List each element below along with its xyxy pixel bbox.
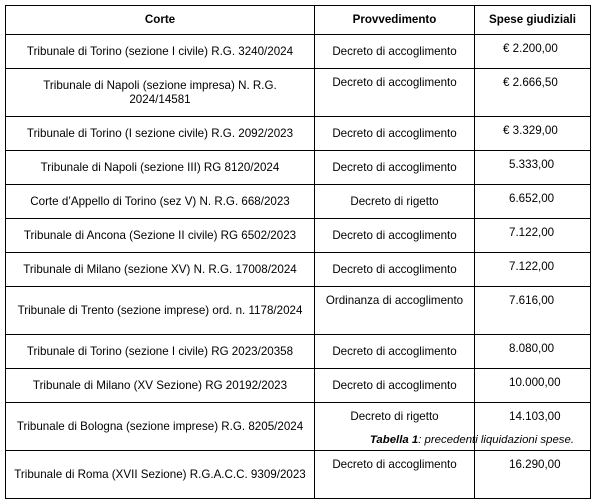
cell-corte: Tribunale di Torino (I sezione civile) R.G. 2092/2023 [6, 117, 315, 151]
table-row [6, 287, 591, 335]
cell-corte: Tribunale di Torino (sezione I civile) R.G. 3240/2024 [6, 35, 315, 69]
cell-spese: 8.080,00 [475, 335, 591, 369]
cell-spese: 14.103,00 [475, 403, 591, 451]
cell-spese: € 3.329,00 [475, 117, 591, 151]
cell-provvedimento: Decreto di accoglimento [315, 451, 475, 499]
cell-corte: Tribunale di Napoli (sezione III) RG 8120/2024 [6, 151, 315, 185]
cell-spese: 6.652,00 [475, 185, 591, 219]
cell-spese: € 2.200,00 [475, 35, 591, 69]
header-row [6, 6, 591, 35]
cell-provvedimento: Decreto di rigetto [315, 185, 475, 219]
cell-corte: Tribunale di Milano (sezione XV) N. R.G. 17008/2024 [6, 253, 315, 287]
cell-provvedimento: Decreto di accoglimento [315, 369, 475, 403]
caption-label: Tabella 1 [369, 434, 419, 446]
table-row [6, 335, 591, 369]
spese-table [5, 5, 591, 499]
table-row [6, 69, 591, 117]
header-provvedimento: Provvedimento [315, 6, 475, 35]
cell-provvedimento: Decreto di accoglimento [315, 117, 475, 151]
cell-spese: 7.122,00 [475, 219, 591, 253]
cell-spese: 16.290,00 [475, 451, 591, 499]
table-header [6, 6, 591, 35]
table-row [6, 451, 591, 499]
cell-provvedimento: Decreto di accoglimento [315, 35, 475, 69]
table-caption [370, 434, 574, 446]
cell-corte: Tribunale di Torino (sezione I civile) RG 2023/20358 [6, 335, 315, 369]
table-row [6, 151, 591, 185]
caption-text: : precedenti liquidazioni spese. [418, 434, 574, 446]
cell-corte: Tribunale di Trento (sezione imprese) ord. n. 1178/2024 [6, 287, 315, 335]
table-row [6, 35, 591, 69]
cell-corte: Tribunale di Ancona (Sezione II civile) RG 6502/2023 [6, 219, 315, 253]
table-row [6, 185, 591, 219]
table-row [6, 219, 591, 253]
table-row [6, 117, 591, 151]
table-body [6, 35, 591, 499]
cell-corte: Corte d’Appello di Torino (sez V) N. R.G. 668/2023 [6, 185, 315, 219]
cell-provvedimento: Decreto di accoglimento [315, 219, 475, 253]
cell-corte: Tribunale di Roma (XVII Sezione) R.G.A.C.C. 9309/2023 [6, 451, 315, 499]
cell-provvedimento: Decreto di accoglimento [315, 253, 475, 287]
cell-spese: 10.000,00 [475, 369, 591, 403]
cell-provvedimento: Decreto di accoglimento [315, 335, 475, 369]
cell-corte: Tribunale di Milano (XV Sezione) RG 20192/2023 [6, 369, 315, 403]
cell-spese: 5.333,00 [475, 151, 591, 185]
cell-corte: Tribunale di Napoli (sezione impresa) N. R.G. 2024/14581 [6, 69, 315, 117]
cell-spese: € 2.666,50 [475, 69, 591, 117]
table-row [6, 369, 591, 403]
cell-provvedimento: Ordinanza di accoglimento [315, 287, 475, 335]
header-corte: Corte [6, 6, 315, 35]
cell-provvedimento: Decreto di rigetto [315, 403, 475, 451]
cell-corte: Tribunale di Bologna (sezione imprese) R.G. 8205/2024 [6, 403, 315, 451]
cell-spese: 7.616,00 [475, 287, 591, 335]
header-spese: Spese giudiziali [475, 6, 591, 35]
cell-spese: 7.122,00 [475, 253, 591, 287]
cell-provvedimento: Decreto di accoglimento [315, 151, 475, 185]
cell-provvedimento: Decreto di accoglimento [315, 69, 475, 117]
table-row [6, 253, 591, 287]
